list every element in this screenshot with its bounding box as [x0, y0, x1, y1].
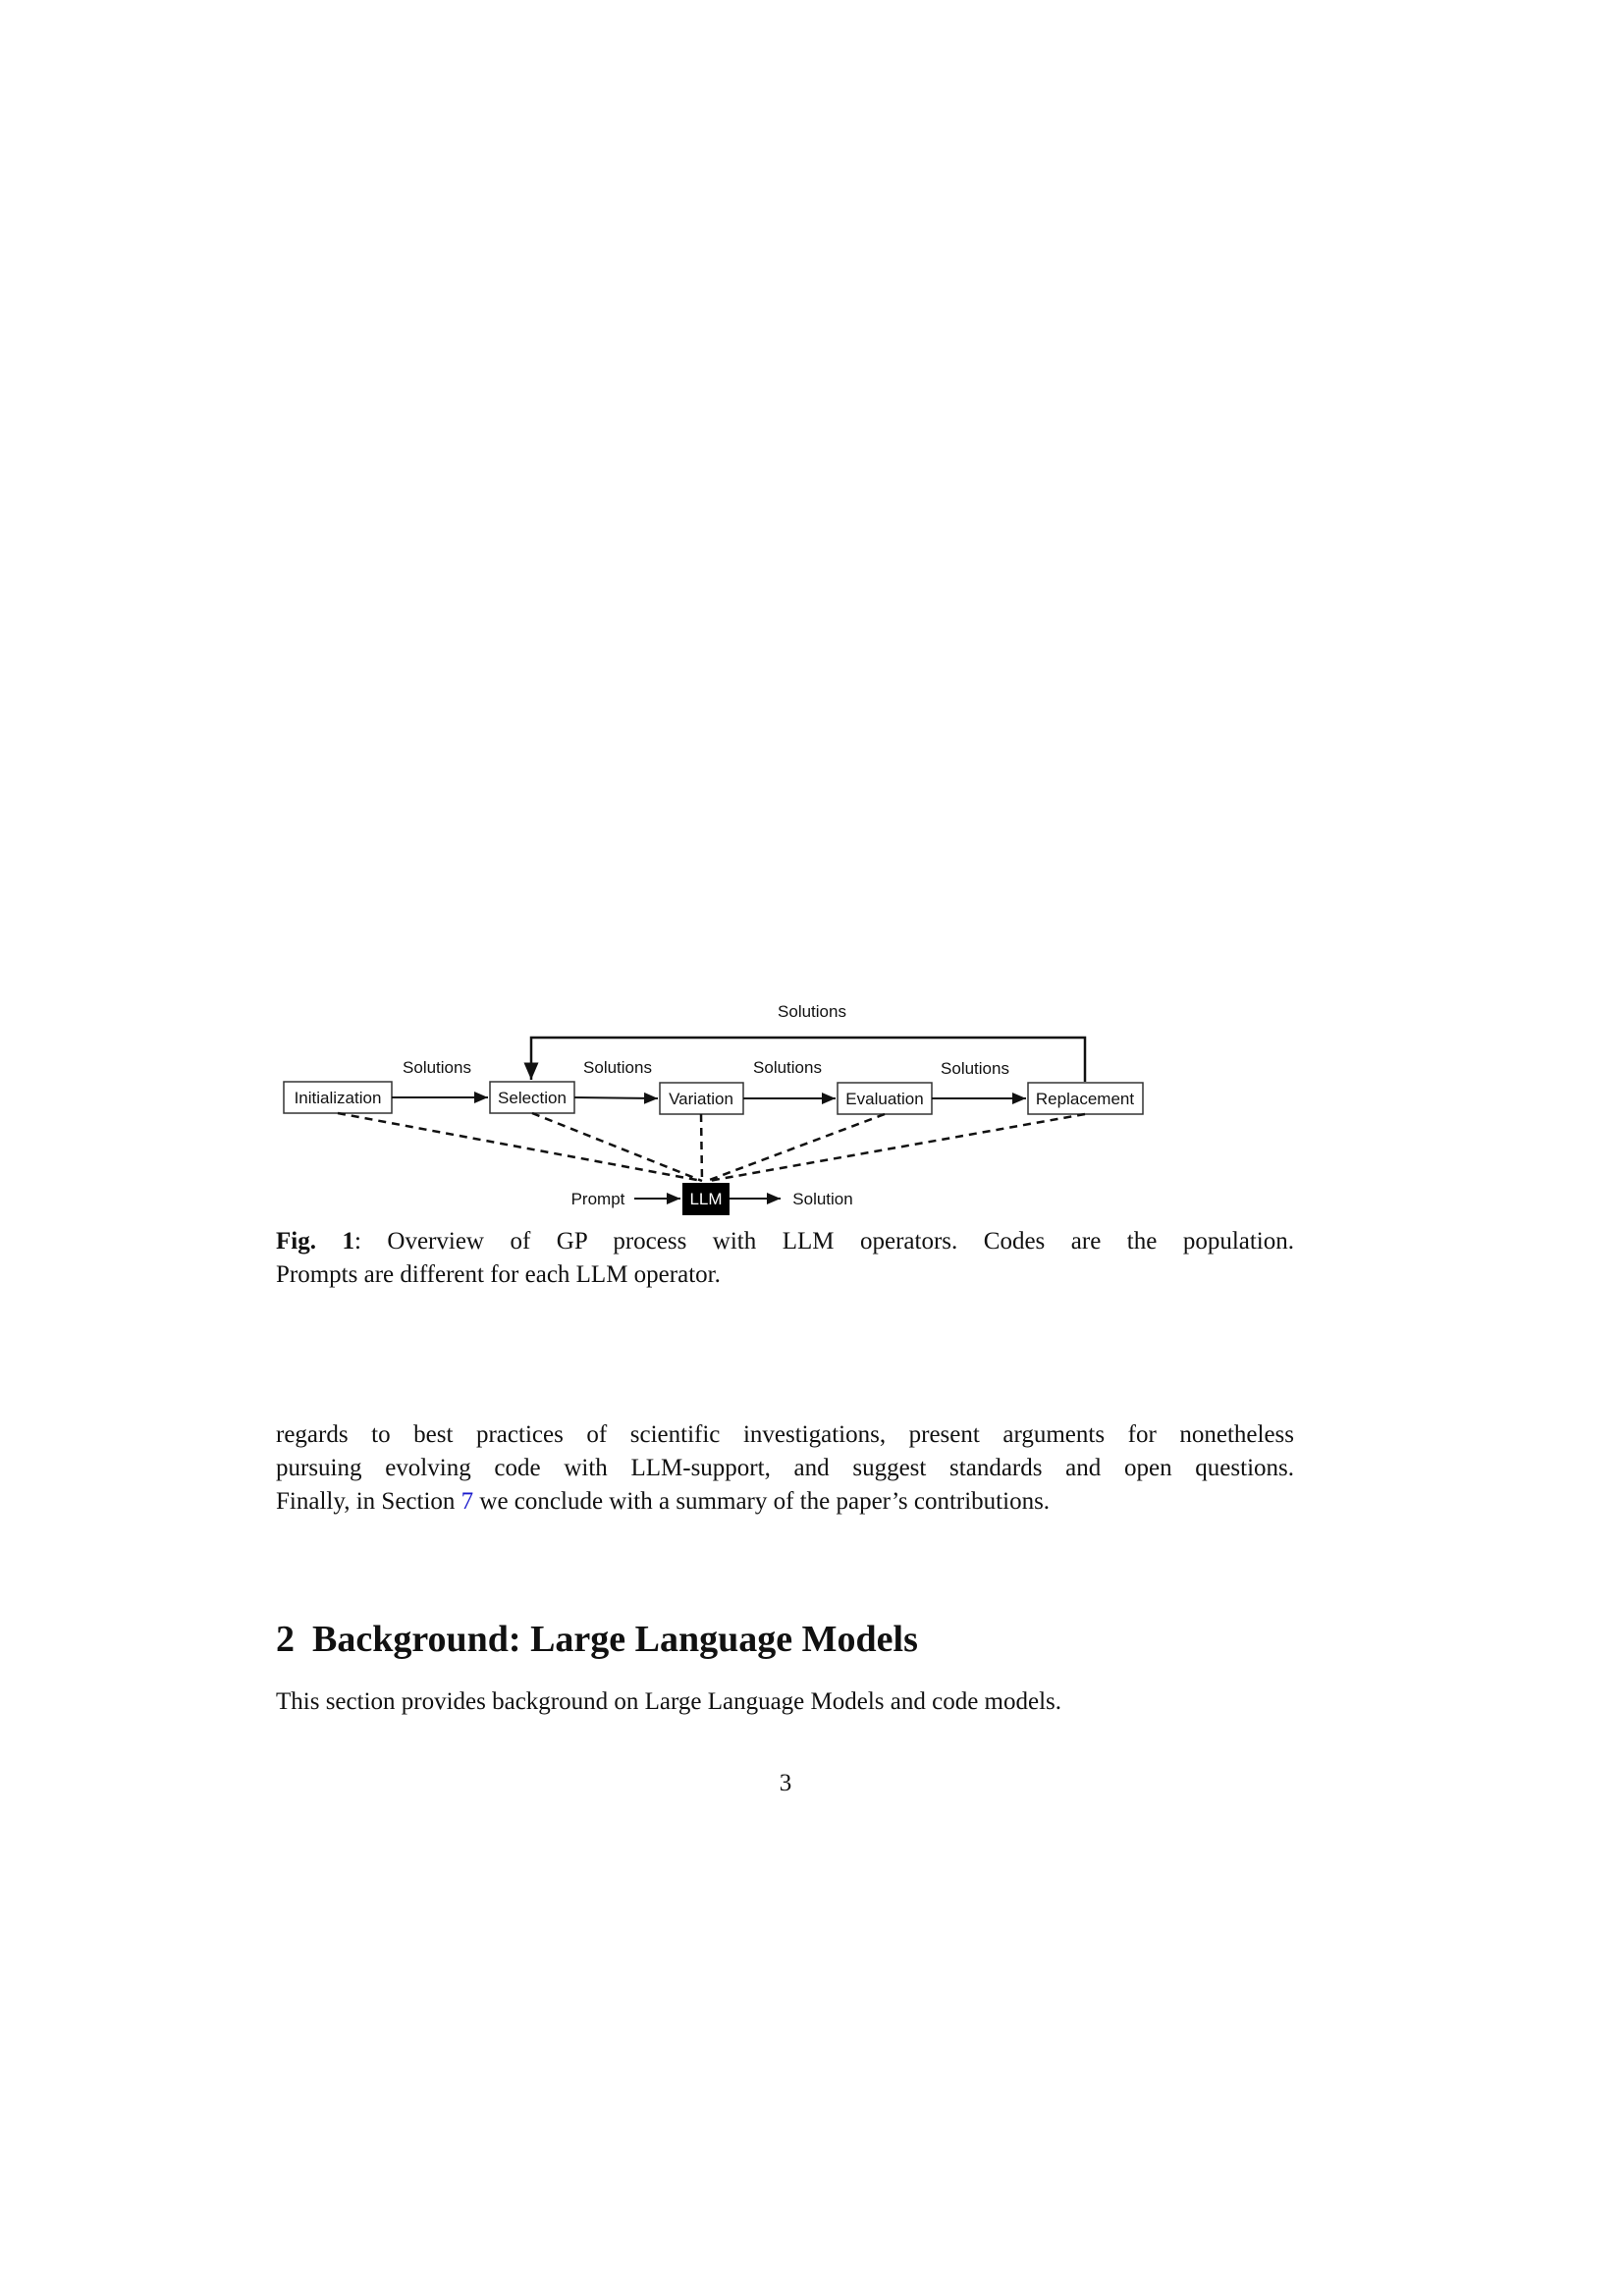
- edge-label: Solutions: [583, 1058, 652, 1077]
- node-initialization: [284, 1082, 392, 1113]
- section-7-link[interactable]: 7: [460, 1488, 474, 1515]
- node-replacement: [1028, 1083, 1143, 1114]
- llm-box: [682, 1183, 730, 1215]
- figure-caption-line2: Prompts are different for each LLM operator.: [276, 1261, 721, 1288]
- svg-text:Variation: Variation: [669, 1090, 733, 1108]
- edge-label: Solutions: [753, 1058, 822, 1077]
- svg-text:Initialization: Initialization: [294, 1089, 382, 1107]
- paragraph-line: regards to best practices of scientific investigations, present arguments for nonetheless: [276, 1421, 1294, 1448]
- svg-text:Replacement: Replacement: [1035, 1090, 1135, 1108]
- node-evaluation: [838, 1083, 932, 1114]
- feedback-label: Solutions: [778, 1002, 846, 1021]
- section-intro: This section provides background on Large Language Models and code models.: [276, 1688, 1062, 1715]
- node-variation: [660, 1083, 743, 1114]
- node-selection: [490, 1082, 574, 1113]
- paragraph-line: Finally, in Section 7 we conclude with a summary of the paper’s contributions.: [276, 1488, 1051, 1515]
- prompt-label: Prompt: [570, 1190, 625, 1208]
- solution-label: Solution: [792, 1190, 853, 1208]
- paragraph-line: pursuing evolving code with LLM-support, and suggest standards and open questions.: [276, 1455, 1294, 1481]
- llm-connections: [338, 1113, 1085, 1181]
- edge-label: Solutions: [403, 1058, 471, 1077]
- figure-caption: Fig. 1: Overview of GP process with LLM operators. Codes are the population.: [276, 1228, 1294, 1255]
- svg-text:LLM: LLM: [689, 1190, 723, 1208]
- page-number: 3: [779, 1770, 792, 1796]
- svg-text:Selection: Selection: [498, 1089, 567, 1107]
- edge-label: Solutions: [941, 1059, 1009, 1078]
- section-heading: 2 Background: Large Language Models: [276, 1619, 918, 1660]
- svg-text:Evaluation: Evaluation: [845, 1090, 924, 1108]
